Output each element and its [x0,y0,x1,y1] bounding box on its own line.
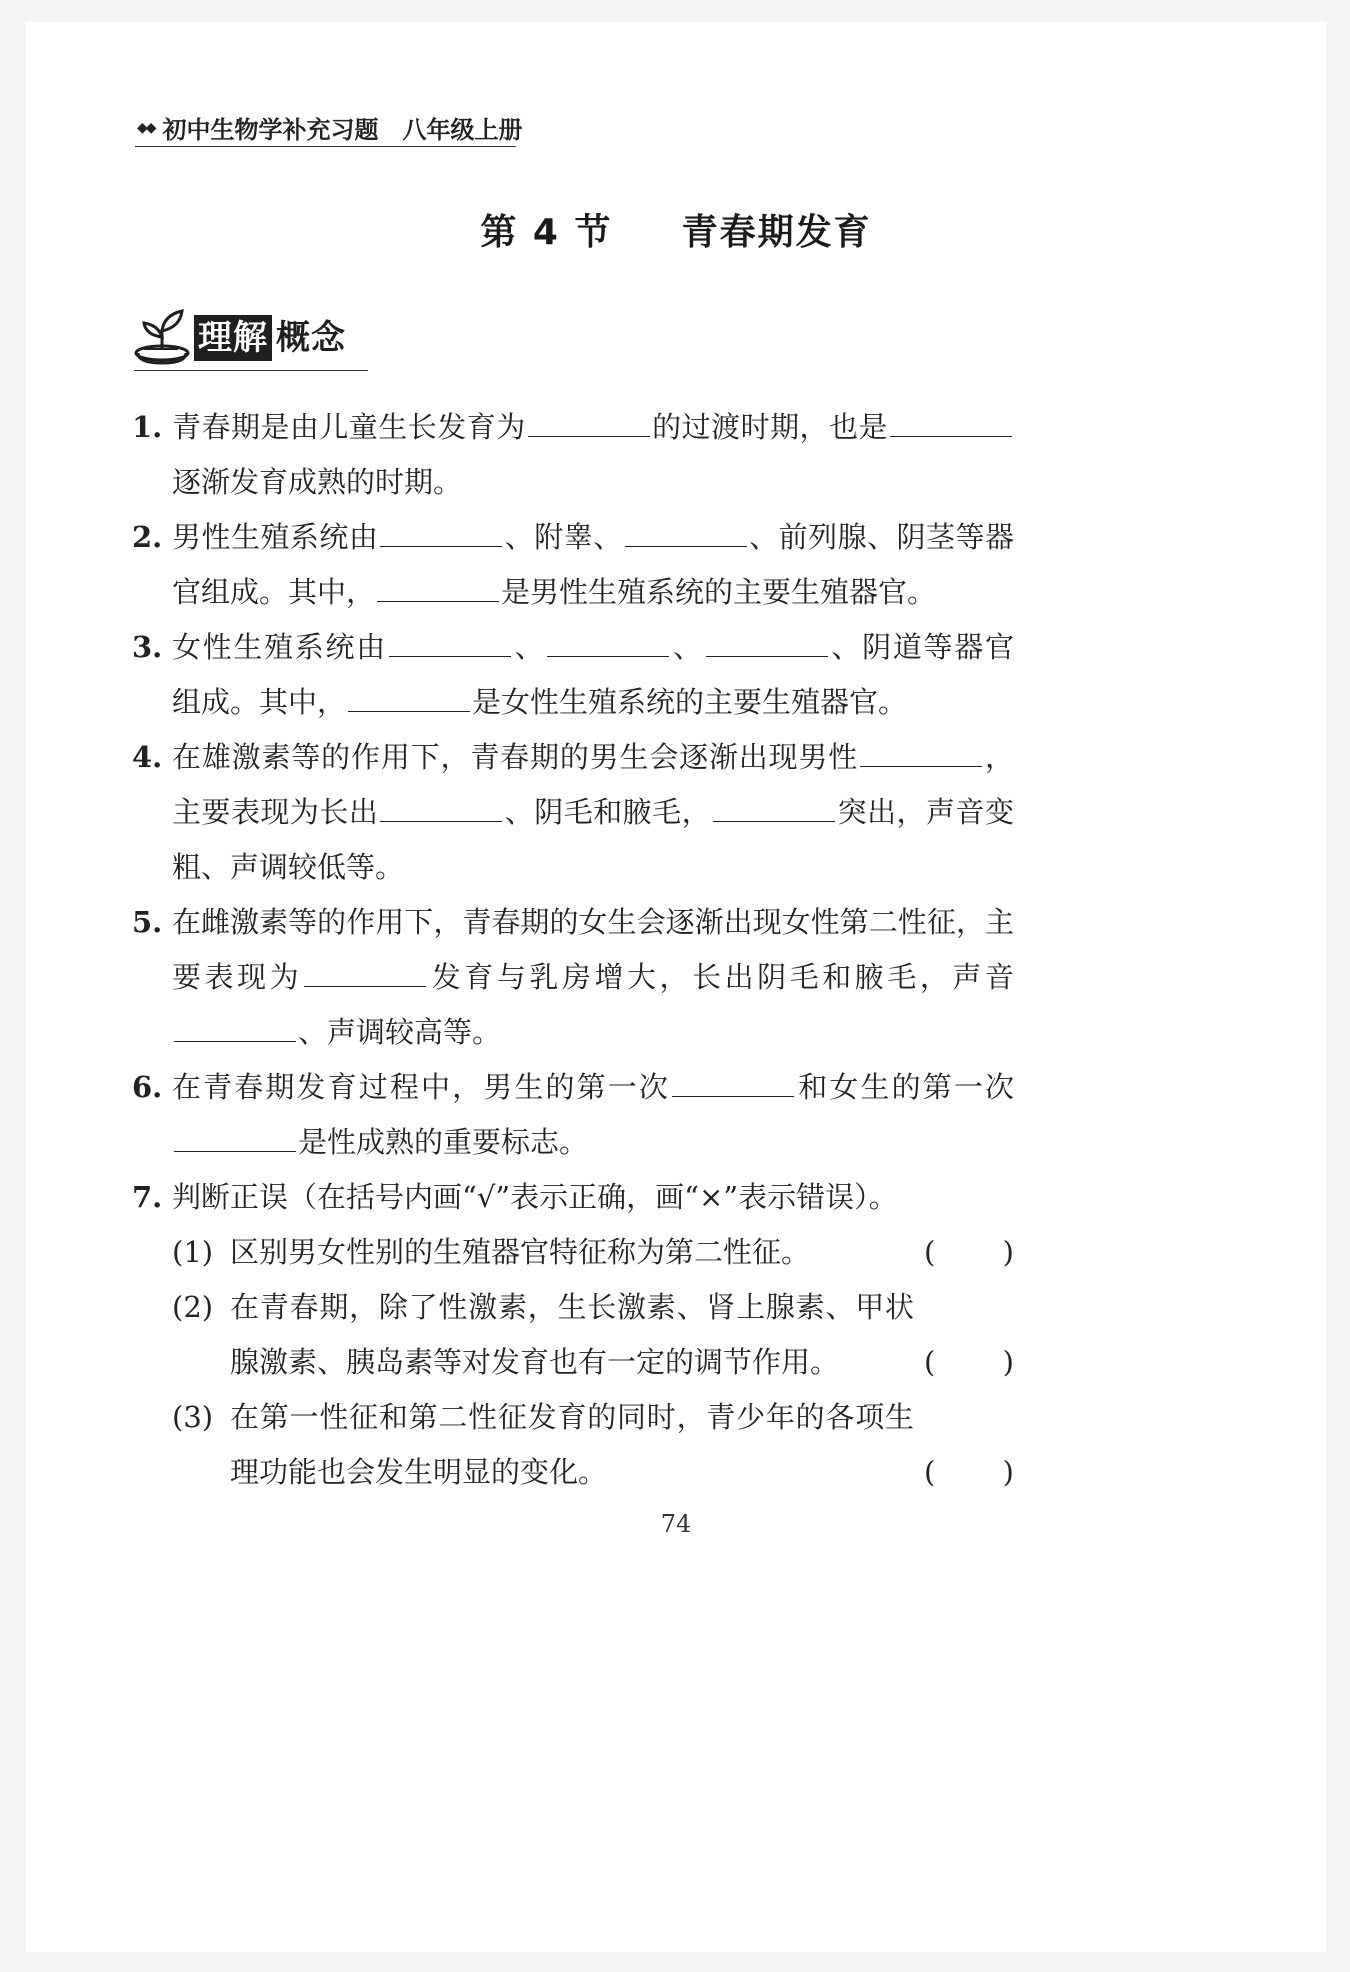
question-1: 1. 青春期是由儿童生长发育为 的过渡时期，也是逐渐发育成熟的时期。 [132,400,1014,510]
question-3: 3. 女性生殖系统由 、 、 、阴道等器官组成。其中， 是女性生殖系统的主要生殖器官。 [132,620,1014,730]
volume-label: 八年级上册 [402,116,523,144]
answer-blank[interactable] [380,789,502,822]
answer-blank[interactable] [174,1009,296,1042]
answer-blank[interactable] [528,404,650,437]
answer-blank[interactable] [547,624,669,657]
answer-blank[interactable] [860,734,982,767]
judgement-2: (2) 在青春期，除了性激素，生长激素、肾上腺素、甲状腺激素、胰岛素等对发育也有一定的调节作用。 ( ) [132,1280,1014,1390]
answer-blank[interactable] [672,1064,794,1097]
answer-blank[interactable] [380,514,502,547]
book-title: 初中生物学补充习题 [162,116,379,144]
header-rule [135,146,516,147]
question-6: 6. 在青春期发育过程中，男生的第一次 和女生的第一次是性成熟的重要标志。 [132,1060,1014,1170]
question-5: 5. 在雌激素等的作用下，青春期的女生会逐渐出现女性第二性征，主要表现为 发育与乳房增大，长出阴毛和腋毛，声音、声调较高等。 [132,905,1014,1049]
badge-highlight: 理解 [194,315,272,361]
section-number: 第 4 节 [480,212,613,253]
concept-badge [134,307,346,367]
section-title [26,204,1326,255]
answer-blank[interactable] [890,404,1012,437]
badge-rule [134,370,368,371]
question-7: 7. 判断正误（在括号内画“√”表示正确，画“×”表示错误）。 [132,1180,898,1214]
seedling-dish-icon [134,307,192,367]
badge-rest: 概念 [276,318,346,358]
page-number: 74 [660,1510,692,1538]
question-2: 2. 男性生殖系统由 、附睾、 、前列腺、阴茎等器官组成。其中， 是男性生殖系统的主要生殖器官。 [132,510,1014,620]
answer-blank[interactable] [706,624,828,657]
answer-parentheses[interactable]: ( ) [924,1345,1014,1379]
answer-blank[interactable] [348,679,470,712]
double-diamond-icon: ◆◆ [137,119,155,136]
answer-parentheses[interactable]: ( ) [924,1235,1014,1269]
answer-blank[interactable] [625,514,747,547]
section-heading: 青春期发育 [681,212,872,253]
answer-blank[interactable] [389,624,511,657]
answer-blank[interactable] [174,1119,296,1152]
question-4: 4. 在雄激素等的作用下，青春期的男生会逐渐出现男性 ，主要表现为长出 、阴毛和腋毛， 突出，声音变粗、声调较低等。 [132,730,1014,895]
answer-parentheses[interactable]: ( ) [924,1455,1014,1489]
answer-blank[interactable] [377,569,499,602]
running-header [137,110,523,145]
answer-blank[interactable] [713,789,835,822]
answer-blank[interactable] [304,954,426,987]
judgement-1: (1) 区别男女性别的生殖器官特征称为第二性征。 ( ) [132,1225,1014,1280]
judgement-3: (3) 在第一性征和第二性征发育的同时，青少年的各项生理功能也会发生明显的变化。 ( ) [132,1390,1014,1500]
exercise-list [132,400,1014,1500]
textbook-page [26,22,1326,1952]
